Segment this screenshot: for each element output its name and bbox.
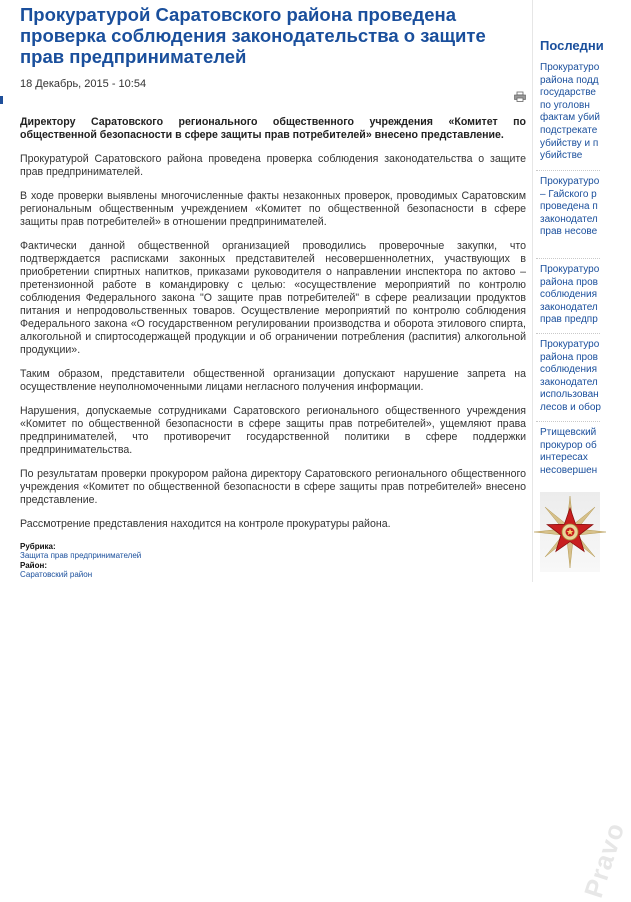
news-line: убийству и п xyxy=(540,137,599,149)
sidebar-news-item[interactable] xyxy=(540,264,599,327)
news-line: лесов и обор xyxy=(540,401,601,413)
news-line: государстве xyxy=(540,87,596,99)
article-paragraph: Таким образом, представители общественной организации допускают нарушение запрета на осуществление неуполномоченными лицами негласного получения информации. xyxy=(20,368,526,393)
news-line: прокурор об xyxy=(540,439,597,451)
print-icon[interactable] xyxy=(514,92,526,102)
news-line: интересах xyxy=(540,452,588,464)
order-star-icon xyxy=(540,492,600,572)
article-title: Прокуратурой Саратовского района проведена проверка соблюдения законодательства о защите прав предпринимателей xyxy=(20,4,486,67)
article-paragraph: В ходе проверки выявлены многочисленные факты незаконных проверок, проводимых Саратовским региональным общественным учреждением «Комитет по общественной безопасности в сфере защиты прав потребителей» в отношении предпринимателей. xyxy=(20,190,526,228)
district-link[interactable]: Саратовский район xyxy=(20,570,93,579)
news-line: – Гайского р xyxy=(540,188,597,200)
news-line: проведена п xyxy=(540,201,598,213)
sidebar-news-item[interactable] xyxy=(540,62,600,163)
sidebar-separator xyxy=(536,258,600,260)
article-paragraph: Нарушения, допускаемые сотрудниками Саратовского регионального общественного учреждения «Комитет по общественной безопасности в сфере защиты прав потребителей», ущемляют права предпринимателей, что противоречит государственной политики в сфере поддержки предпринимательства. xyxy=(20,405,526,456)
district-label: Район: xyxy=(20,561,47,570)
news-line: убийстве xyxy=(540,150,583,162)
news-line: Прокуратуро xyxy=(540,264,600,275)
news-line: несовершен xyxy=(540,464,598,476)
news-line: законодател xyxy=(540,301,598,313)
article-lead: Директору Саратовского регионального общественного учреждения «Комитет по общественной безопасности в сфере защиты прав потребителей» внесено представление. xyxy=(20,116,526,141)
news-line: района подд xyxy=(540,74,599,86)
left-edge-marker xyxy=(0,96,3,104)
news-line: района пров xyxy=(540,276,598,288)
sidebar-news-item[interactable] xyxy=(540,339,601,415)
news-line: прав несове xyxy=(540,226,598,238)
banner-watermark: Pravo xyxy=(578,818,631,902)
sidebar-separator xyxy=(536,170,600,172)
article xyxy=(20,4,526,579)
article-paragraph: Прокуратурой Саратовского района проведена проверка соблюдения законодательства о защите прав предпринимателей. xyxy=(20,153,526,178)
news-line: соблюдения xyxy=(540,364,597,376)
article-paragraph: По результатам проверки прокурором района директору Саратовского регионального общественного учреждения «Комитет по общественной безопасности в сфере защиты прав потребителей» внесено представление. xyxy=(20,468,526,506)
sidebar-news-item[interactable] xyxy=(540,176,599,239)
news-line: Прокуратуро xyxy=(540,62,600,73)
news-line: законодател xyxy=(540,376,598,388)
news-line: района пров xyxy=(540,351,598,363)
rubric-label: Рубрика: xyxy=(20,542,56,551)
article-paragraph: Рассмотрение представления находится на контроле прокуратуры района. xyxy=(20,518,391,530)
article-date: 18 Декабрь, 2015 - 10:54 xyxy=(20,78,147,90)
news-line: по уголовн xyxy=(540,99,590,111)
news-line: подстрекате xyxy=(540,124,598,136)
sidebar-latest-news xyxy=(532,0,631,902)
news-line: использован xyxy=(540,389,599,401)
news-line: Прокуратуро xyxy=(540,176,600,187)
news-line: Прокуратуро xyxy=(540,339,600,350)
news-line: Ртищевский xyxy=(540,427,597,438)
victory-banner[interactable] xyxy=(540,492,631,902)
sidebar-divider xyxy=(532,0,533,582)
sidebar-separator xyxy=(536,421,600,423)
article-body xyxy=(20,116,526,579)
article-paragraph: Фактически данной общественной организацией проводились проверочные закупки, что подтверждается расписками законных представителей несовершеннолетних, участвующих в приобретении спиртных напитков, приказами руководителя о направлении инспектора по актово – претензионной работе в командировку с целью: «осуществление мероприятий по контролю соблюдения Федерального закона "О защите прав потребителей" в сфере реализации продуктов питания и непродовольственных товаров. Осуществление мероприятий по контролю соблюдения Федерального закона «О государственном регулировании производства и оборота этилового спирта, алкогольной и спиртосодержащей продукции и об ограничении потребления (распития) алкогольной продукции». xyxy=(20,240,526,356)
rubric-link[interactable]: Защита прав предпринимателей xyxy=(20,551,142,560)
sidebar-separator xyxy=(536,333,600,335)
news-line: законодател xyxy=(540,213,598,225)
news-line: прав предпр xyxy=(540,314,598,326)
news-line: соблюдения xyxy=(540,289,597,301)
sidebar-title: Последни xyxy=(540,38,604,53)
news-line: фактам убий xyxy=(540,112,600,124)
sidebar-news-item[interactable] xyxy=(540,427,597,477)
